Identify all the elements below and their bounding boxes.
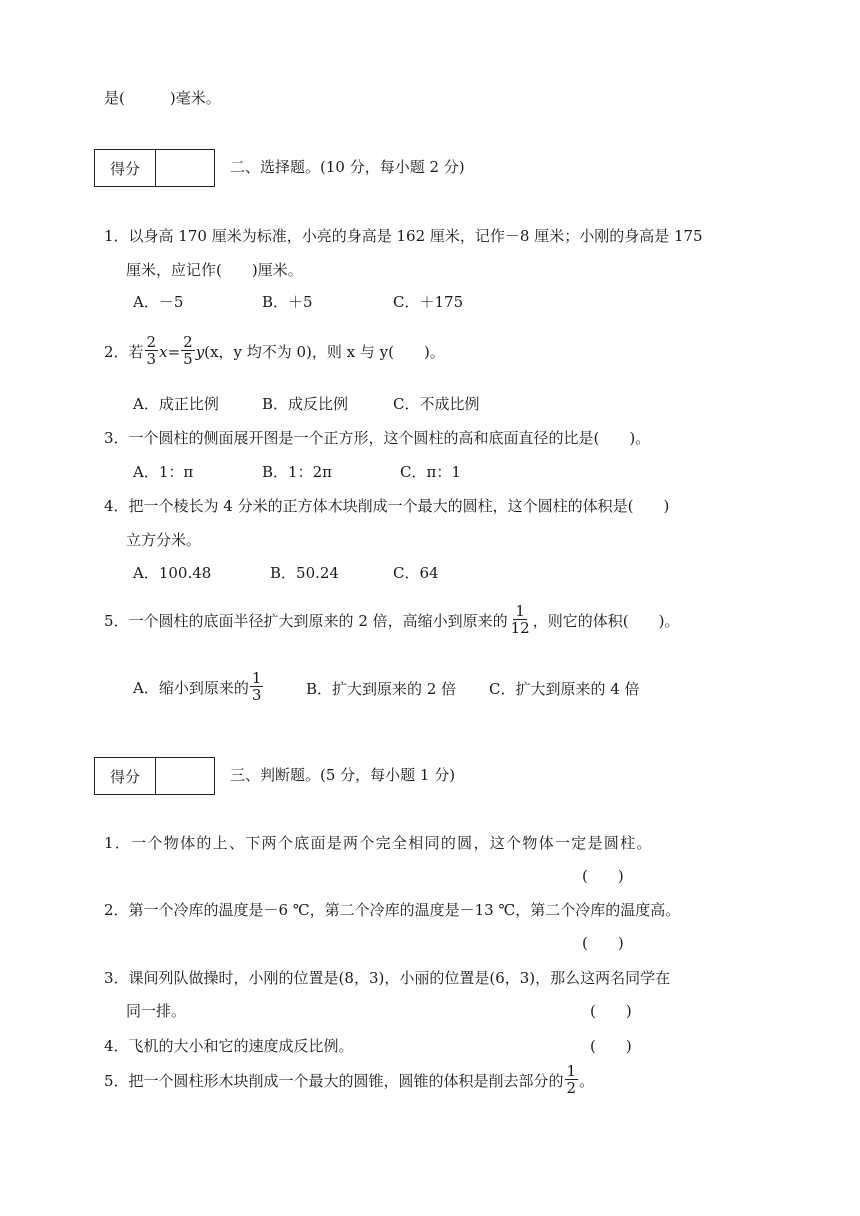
option-b: B．＋5 [262,293,313,311]
question-text: 5．一个圆柱的底面半径扩大到原来的 2 倍，高缩小到原来的 [104,612,508,630]
fraction [145,334,159,367]
question-text: 厘米，应记作( )厘米。 [126,261,303,279]
question-text: 4．飞机的大小和它的速度成反比例。 [104,1037,354,1055]
option-c: C．π：1 [400,463,461,481]
question-text: 3．一个圆柱的侧面展开图是一个正方形，这个圆柱的高和底面直径的比是( )。 [104,429,651,447]
answer-paren[interactable]: ( ) [582,867,624,885]
question-text: 3．课间列队做操时，小刚的位置是(8，3)，小丽的位置是(6，3)，那么这两名同学在 [104,969,671,987]
section-title: 二、选择题。(10 分，每小题 2 分) [230,158,465,176]
section-title: 三、判断题。(5 分，每小题 1 分) [230,766,456,784]
question-text: 。 [579,1072,595,1090]
top-line: 是( )毫米。 [104,89,221,107]
answer-paren[interactable]: ( ) [590,1002,632,1020]
answer-paren[interactable]: ( ) [590,1037,632,1055]
question-text: ，则它的体积( )。 [532,612,680,630]
option-b: B．成反比例 [262,395,349,413]
score-field[interactable] [156,150,214,186]
score-field[interactable] [156,758,214,794]
question-2 [104,332,445,372]
option-a-text: A．缩小到原来的 [133,679,249,697]
option-a [133,667,264,709]
question-5 [104,600,679,642]
question-prefix: 2．若 [104,343,144,361]
question-text: 立方分米。 [126,531,202,549]
fraction [250,670,264,703]
score-box [94,149,215,187]
question-text: (x，y 均不为 0)，则 x 与 y( )。 [204,343,445,361]
fraction-numerator: 1 [251,668,262,687]
variable-y: y [195,343,205,361]
option-b: B．扩大到原来的 2 倍 [306,680,457,698]
fraction-denominator: 2 [566,1078,577,1097]
option-c: C．不成比例 [393,395,480,413]
option-a: A．成正比例 [133,395,219,413]
option-b: B．50.24 [270,564,339,582]
question-text: 2．第一个冷库的温度是－6 ℃，第二个冷库的温度是－13 ℃，第二个冷库的温度高。 [104,901,681,919]
score-label: 得分 [95,758,156,794]
variable-x: x [159,343,168,361]
fraction [565,1063,579,1096]
fraction-numerator: 1 [515,601,525,620]
question-text: 1．以身高 170 厘米为标准，小亮的身高是 162 厘米，记作－8 厘米；小刚的身高是 175 [104,227,703,245]
fraction-numerator: 2 [183,332,193,351]
option-b: B．1：2π [262,463,332,481]
score-box [94,757,215,795]
fraction [181,334,195,367]
fraction-numerator: 2 [146,332,157,351]
option-a: A．1：π [133,463,194,481]
fraction-denominator: 5 [183,349,193,368]
fraction-numerator: 1 [566,1061,577,1080]
fraction-denominator: 3 [146,349,157,368]
option-c: C．扩大到原来的 4 倍 [489,680,640,698]
question-text: 4．把一个棱长为 4 分米的正方体木块削成一个最大的圆柱，这个圆柱的体积是( ) [104,497,670,515]
answer-paren[interactable]: ( ) [582,934,624,952]
fraction-denominator: 3 [251,685,262,704]
question-text: 5．把一个圆柱形木块削成一个最大的圆锥，圆锥的体积是削去部分的 [104,1072,564,1090]
question-5 [104,1060,594,1102]
equals-sign: = [167,343,181,361]
fraction [509,603,532,636]
option-c: C．64 [393,564,439,582]
score-label: 得分 [95,150,156,186]
option-a: A．－5 [133,293,184,311]
fraction-denominator: 12 [510,618,530,637]
question-text: 同一排。 [126,1002,187,1020]
question-text: 1．一个物体的上、下两个底面是两个完全相同的圆，这个物体一定是圆柱。 [104,834,653,852]
option-a: A．100.48 [133,564,212,582]
option-c: C．＋175 [393,293,464,311]
